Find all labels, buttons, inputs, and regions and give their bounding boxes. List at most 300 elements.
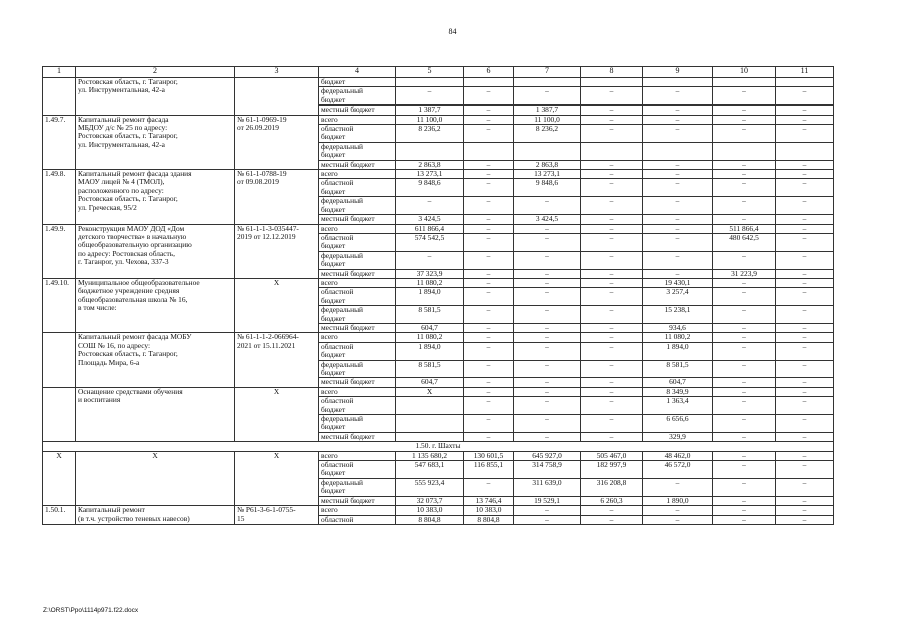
table-cell: 130 601,5 [464, 451, 514, 460]
table-cell: – [713, 197, 776, 215]
table-cell [643, 142, 713, 160]
table-cell: местный бюджет [319, 160, 396, 169]
table-cell: 182 997,9 [581, 461, 643, 479]
table-cell: – [713, 106, 776, 115]
table-cell: – [776, 342, 834, 360]
table-cell: 32 073,7 [396, 496, 464, 505]
table-cell: местный бюджет [319, 106, 396, 115]
table-cell: – [464, 125, 514, 143]
table-cell: – [464, 306, 514, 324]
table-cell: – [464, 415, 514, 433]
table-cell: 1 387,7 [396, 106, 464, 115]
table-cell: 13 746,4 [464, 496, 514, 505]
header-cell: 11 [776, 67, 834, 78]
table-cell: – [776, 515, 834, 524]
table-cell [776, 78, 834, 87]
table-cell: – [581, 360, 643, 378]
table-cell: – [643, 197, 713, 215]
table-cell: 9 848,6 [514, 179, 581, 197]
table-cell: местный бюджет [319, 269, 396, 278]
table-cell: – [464, 233, 514, 251]
table-cell: областной [319, 515, 396, 524]
table-cell: Ростовская область, г. Таганрог, ул. Инструментальная, 42-а [76, 78, 235, 116]
table-cell: – [464, 278, 514, 287]
table-cell: 480 642,5 [713, 233, 776, 251]
table-cell: – [643, 233, 713, 251]
table-cell: – [464, 170, 514, 179]
header-cell: 8 [581, 67, 643, 78]
table-cell: – [581, 125, 643, 143]
table-cell: – [581, 378, 643, 387]
table-cell: областной бюджет [319, 288, 396, 306]
table-cell: всего [319, 387, 396, 396]
table-cell: 1.49.9. [43, 224, 76, 278]
table-cell: № 61-1-1-2-066964- 2021 от 15.11.2021 [235, 333, 319, 387]
table-cell: Оснащение средствами обучения и воспитания [76, 387, 235, 441]
table-cell: федеральный бюджет [319, 306, 396, 324]
table-cell [396, 432, 464, 441]
table-cell: 46 572,0 [643, 461, 713, 479]
table-cell: 604,7 [396, 323, 464, 332]
table-cell: – [514, 360, 581, 378]
table-cell: X [396, 387, 464, 396]
table-row [43, 506, 834, 515]
table-cell: – [464, 378, 514, 387]
table-cell: всего [319, 506, 396, 515]
table-cell: 19 529,1 [514, 496, 581, 505]
table-cell: – [776, 251, 834, 269]
table-cell: – [776, 506, 834, 515]
table-cell: – [713, 215, 776, 224]
table-cell: 934,6 [643, 323, 713, 332]
table-cell: – [581, 342, 643, 360]
table-cell: областной бюджет [319, 397, 396, 415]
table-cell: – [643, 106, 713, 115]
table-cell: – [713, 415, 776, 433]
page-number: 84 [448, 27, 457, 36]
table-cell: – [776, 278, 834, 287]
table-cell: 6 260,3 [581, 496, 643, 505]
table-cell: – [713, 378, 776, 387]
table-cell: – [581, 269, 643, 278]
table-cell: – [464, 342, 514, 360]
table-cell: – [396, 197, 464, 215]
table-cell: – [776, 378, 834, 387]
table-cell: бюджет [319, 78, 396, 87]
table-cell: 3 257,4 [643, 288, 713, 306]
table-cell: 1 894,0 [643, 342, 713, 360]
table-row [43, 387, 834, 396]
table-cell: федеральный бюджет [319, 415, 396, 433]
table-cell: – [464, 179, 514, 197]
header-cell: 7 [514, 67, 581, 78]
table-cell: 8 349,9 [643, 387, 713, 396]
table-cell: № 61-1-1-3-035447- 2019 от 12.12.2019 [235, 224, 319, 278]
table-cell: федеральный бюджет [319, 142, 396, 160]
table-row [43, 451, 834, 460]
table-cell: 11 100,0 [514, 115, 581, 124]
table-cell [776, 142, 834, 160]
table-cell: областной бюджет [319, 125, 396, 143]
file-path-footer: Z:\ORST\Ppo\1114p971.f22.docx [43, 607, 139, 614]
table-cell: – [514, 432, 581, 441]
table-cell: – [713, 397, 776, 415]
table-cell: – [514, 197, 581, 215]
table-cell [43, 387, 76, 441]
table-cell: – [776, 306, 834, 324]
table-cell: – [713, 323, 776, 332]
table-cell: всего [319, 333, 396, 342]
table-cell: – [713, 333, 776, 342]
table-cell: 316 208,8 [581, 478, 643, 496]
table-cell [643, 78, 713, 87]
section-title: 1.50. г. Шахты [43, 442, 834, 451]
table-cell: – [514, 323, 581, 332]
table-row [43, 115, 834, 124]
table-cell: 116 855,1 [464, 461, 514, 479]
table-cell: федеральный бюджет [319, 478, 396, 496]
table-cell: – [776, 170, 834, 179]
table-cell: – [713, 306, 776, 324]
table-cell: – [776, 115, 834, 124]
table-cell: 11 080,2 [396, 333, 464, 342]
table-cell: – [713, 387, 776, 396]
table-cell: – [713, 278, 776, 287]
table-cell: – [776, 233, 834, 251]
table-cell: – [464, 360, 514, 378]
table-cell: – [713, 115, 776, 124]
table-cell: – [776, 106, 834, 115]
table-cell: – [514, 233, 581, 251]
table-cell: 48 462,0 [643, 451, 713, 460]
table-cell: – [713, 360, 776, 378]
header-cell: 2 [76, 67, 235, 78]
table-cell: – [643, 515, 713, 524]
table-cell: – [776, 160, 834, 169]
table-cell: – [776, 451, 834, 460]
table-cell: Муниципальное общеобразовательное бюджетное учреждение средняя общеобразовательная школа № 16, в том числе: [76, 278, 235, 332]
table-row [43, 170, 834, 179]
table-cell [464, 142, 514, 160]
table-cell: Капитальный ремонт фасада МБДОУ д/с № 25 по адресу: Ростовская область, г. Таганрог, ул. Инструментальная, 42-а [76, 115, 235, 169]
table-cell: – [713, 87, 776, 105]
table-cell: № 61-1-0969-19 от 26.09.2019 [235, 115, 319, 169]
table-cell: 3 424,5 [396, 215, 464, 224]
table-cell: – [581, 278, 643, 287]
table-cell: 11 080,2 [396, 278, 464, 287]
table-cell: – [514, 415, 581, 433]
table-cell: – [713, 461, 776, 479]
table-cell: 1 135 680,2 [396, 451, 464, 460]
table-cell: федеральный бюджет [319, 360, 396, 378]
table-cell: 6 656,6 [643, 415, 713, 433]
table-cell: – [713, 342, 776, 360]
header-cell: 6 [464, 67, 514, 78]
table-cell: – [643, 87, 713, 105]
table-cell: – [643, 179, 713, 197]
table-cell [581, 142, 643, 160]
table-cell: – [581, 87, 643, 105]
table-cell: 1.50.1. [43, 506, 76, 525]
table-cell: – [581, 432, 643, 441]
table-cell: – [464, 215, 514, 224]
table-cell: – [643, 251, 713, 269]
table-cell: 15 238,1 [643, 306, 713, 324]
table-cell: местный бюджет [319, 323, 396, 332]
table-cell: – [643, 215, 713, 224]
table-cell: 1 387,7 [514, 106, 581, 115]
table-cell: 2 863,8 [514, 160, 581, 169]
header-cell: 1 [43, 67, 76, 78]
table-row [43, 224, 834, 233]
table-cell [713, 78, 776, 87]
header-row [43, 67, 834, 78]
table-cell: – [713, 515, 776, 524]
table-cell: 13 273,1 [514, 170, 581, 179]
table-cell: – [464, 87, 514, 105]
table-cell: – [581, 197, 643, 215]
table-cell: – [713, 451, 776, 460]
table-cell: – [514, 306, 581, 324]
table-cell: 311 639,0 [514, 478, 581, 496]
table-cell: 3 424,5 [514, 215, 581, 224]
table-cell: областной бюджет [319, 233, 396, 251]
table-cell: – [643, 170, 713, 179]
table-cell [464, 78, 514, 87]
table-cell [396, 78, 464, 87]
table-cell: – [514, 288, 581, 306]
table-cell: – [713, 432, 776, 441]
table-cell: № 61-1-0788-19 от 09.08.2019 [235, 170, 319, 224]
table-cell: 8 236,2 [514, 125, 581, 143]
table-row [43, 333, 834, 342]
table-cell [43, 333, 76, 387]
table-cell: всего [319, 224, 396, 233]
table-cell: – [713, 125, 776, 143]
table-cell: – [713, 179, 776, 197]
table-cell: 1 894,0 [396, 342, 464, 360]
header-cell: 4 [319, 67, 396, 78]
table-cell: 511 866,4 [713, 224, 776, 233]
table-cell: 8 581,5 [396, 360, 464, 378]
section-row [43, 442, 834, 451]
table-cell [581, 78, 643, 87]
table-cell [396, 397, 464, 415]
table-cell: – [776, 323, 834, 332]
table-cell: Капитальный ремонт фасада здания МАОУ лицей № 4 (ТМОЛ), расположенного по адресу: Ростовская область, г. Таганрог, ул. Греческая, 95/2 [76, 170, 235, 224]
table-cell: – [464, 432, 514, 441]
table-cell: 31 223,9 [713, 269, 776, 278]
table-cell: – [581, 397, 643, 415]
table-cell [514, 78, 581, 87]
table-cell: 645 927,0 [514, 451, 581, 460]
table-cell: X [43, 451, 76, 505]
table-cell: федеральный бюджет [319, 197, 396, 215]
table-cell [396, 415, 464, 433]
table-cell: 2 863,8 [396, 160, 464, 169]
table-cell: – [464, 397, 514, 415]
table-cell: – [776, 179, 834, 197]
table-row [43, 78, 834, 87]
table-row [43, 278, 834, 287]
table-cell: – [514, 378, 581, 387]
table-cell: 10 383,0 [464, 506, 514, 515]
table-cell: – [776, 125, 834, 143]
table-cell: – [713, 170, 776, 179]
table-cell: – [776, 87, 834, 105]
table-cell: – [464, 478, 514, 496]
table-cell: 604,7 [396, 378, 464, 387]
table-cell: 11 100,0 [396, 115, 464, 124]
table-cell: всего [319, 451, 396, 460]
table-cell [514, 142, 581, 160]
table-cell [713, 142, 776, 160]
table-cell: – [514, 387, 581, 396]
table-cell: местный бюджет [319, 496, 396, 505]
table-cell: – [514, 87, 581, 105]
table-cell: 329,9 [643, 432, 713, 441]
table-cell: – [776, 478, 834, 496]
table-cell: – [643, 478, 713, 496]
table-cell: – [713, 506, 776, 515]
table-cell: 9 848,6 [396, 179, 464, 197]
table-cell: 8 581,5 [396, 306, 464, 324]
table-cell: Реконструкция МАОУ ДОД «Дом детского творчества» в начальную общеобразовательную организацию по адресу: Ростовская область, г. Таганрог, ул. Чехова, 337-3 [76, 224, 235, 278]
table-cell: – [643, 224, 713, 233]
table-cell: – [581, 415, 643, 433]
table-cell: – [776, 360, 834, 378]
table-cell: – [581, 306, 643, 324]
table-cell: – [776, 288, 834, 306]
table-cell: – [776, 224, 834, 233]
table-cell: – [581, 106, 643, 115]
table-cell: – [643, 160, 713, 169]
table-cell: – [581, 288, 643, 306]
table-cell: – [713, 160, 776, 169]
table-cell: – [464, 224, 514, 233]
table-cell: – [776, 333, 834, 342]
table-cell [396, 142, 464, 160]
table-cell: X [76, 451, 235, 505]
table-cell: областной бюджет [319, 461, 396, 479]
table-cell: – [581, 224, 643, 233]
table-cell: – [581, 333, 643, 342]
table-cell: – [581, 160, 643, 169]
table-cell: – [464, 106, 514, 115]
table-cell: местный бюджет [319, 378, 396, 387]
table-cell: X [235, 387, 319, 441]
table-cell: – [776, 432, 834, 441]
table-cell: – [713, 251, 776, 269]
table-cell: 1 894,0 [396, 288, 464, 306]
table-cell: местный бюджет [319, 432, 396, 441]
table-cell: – [464, 251, 514, 269]
table-cell: всего [319, 115, 396, 124]
header-cell: 3 [235, 67, 319, 78]
table-cell: 8 581,5 [643, 360, 713, 378]
table-cell: – [776, 387, 834, 396]
table-cell: Капитальный ремонт фасада МОБУ СОШ № 16, по адресу: Ростовская область, г. Таганрог, Площадь Мира, 6-а [76, 333, 235, 387]
table-cell: – [581, 115, 643, 124]
table-cell: – [581, 506, 643, 515]
table-cell: 1.49.10. [43, 278, 76, 332]
table-cell: федеральный бюджет [319, 87, 396, 105]
budget-table [42, 66, 834, 525]
table-body [43, 78, 834, 525]
table-cell: всего [319, 170, 396, 179]
table-cell: местный бюджет [319, 215, 396, 224]
table-cell: – [581, 251, 643, 269]
table-cell: – [713, 478, 776, 496]
table-cell: 611 866,4 [396, 224, 464, 233]
table-cell: – [464, 333, 514, 342]
table-cell: – [776, 415, 834, 433]
table-cell: – [581, 170, 643, 179]
table-cell: – [464, 115, 514, 124]
table-cell: – [581, 215, 643, 224]
table-cell: 604,7 [643, 378, 713, 387]
table-cell: 8 804,8 [396, 515, 464, 524]
table-cell: – [464, 323, 514, 332]
table-cell: – [514, 224, 581, 233]
table-cell: – [464, 269, 514, 278]
table-cell: – [776, 461, 834, 479]
table-cell: 1.49.7. [43, 115, 76, 169]
table-cell: № Р61-3-6-1-0755- 15 [235, 506, 319, 525]
header-cell: 9 [643, 67, 713, 78]
header-cell: 5 [396, 67, 464, 78]
table-cell: – [514, 278, 581, 287]
table-cell: – [581, 179, 643, 197]
table-cell: – [581, 515, 643, 524]
table-cell: – [514, 251, 581, 269]
table-cell: – [464, 197, 514, 215]
table-cell: 10 383,0 [396, 506, 464, 515]
header-cell: 10 [713, 67, 776, 78]
table-cell: – [643, 506, 713, 515]
table-cell: – [514, 515, 581, 524]
table-cell: областной бюджет [319, 179, 396, 197]
table-cell: – [581, 387, 643, 396]
table-cell: – [643, 269, 713, 278]
table-cell: 1.49.8. [43, 170, 76, 224]
table-cell: – [396, 87, 464, 105]
table-cell: – [643, 115, 713, 124]
table-cell: – [776, 269, 834, 278]
table-cell: 19 430,1 [643, 278, 713, 287]
table-cell: – [396, 251, 464, 269]
table-cell: – [776, 397, 834, 415]
table-cell: 314 758,9 [514, 461, 581, 479]
table-cell: 11 080,2 [643, 333, 713, 342]
table-cell: 547 683,1 [396, 461, 464, 479]
table-cell: – [776, 215, 834, 224]
table-cell [235, 78, 319, 116]
table-cell: – [514, 397, 581, 415]
table-cell: – [514, 506, 581, 515]
table-cell: X [235, 278, 319, 332]
table-cell: – [514, 342, 581, 360]
table-cell: 37 323,9 [396, 269, 464, 278]
table-cell: – [713, 496, 776, 505]
table-cell: областной бюджет [319, 342, 396, 360]
table-cell [43, 78, 76, 116]
table-cell: X [235, 451, 319, 505]
table-cell: – [776, 197, 834, 215]
table-cell: 1 363,4 [643, 397, 713, 415]
table-cell: федеральный бюджет [319, 251, 396, 269]
table-cell: 1 890,0 [643, 496, 713, 505]
